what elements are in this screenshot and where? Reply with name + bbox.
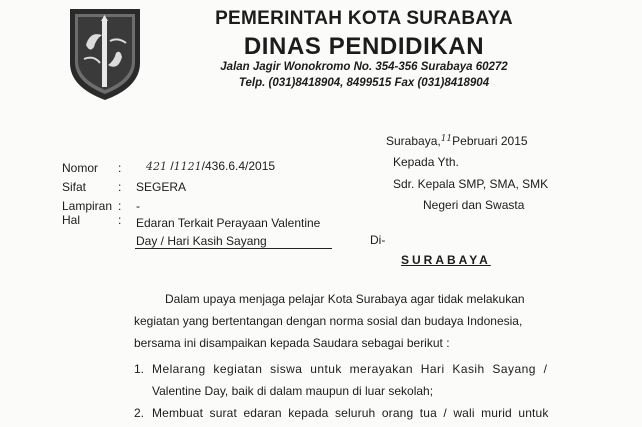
hal-underline [135,248,332,249]
hal-colon: : [118,213,122,227]
body-paragraph-line-3: bersama ini disampaikan kepada Saudara sebagai berikut : [134,336,450,350]
recipient-line-2: Negeri dan Swasta [423,198,525,212]
place-date: Surabaya,$^{11}$Pebruari 2015 [386,134,528,148]
letterhead-address: Jalan Jagir Wonokromo No. 354-356 Surabaya 60272 [220,61,508,73]
sifat-colon: : [118,180,122,194]
nomor-colon: : [118,161,122,175]
list-item-2-line-1: Membuat surat edaran kepada seluruh orang tua / wali murid untuk [152,406,549,420]
destination-city: SURABAYA [401,253,491,267]
surabaya-crest-logo [66,5,144,103]
lampiran-colon: : [118,199,122,213]
sifat-value: SEGERA [136,180,187,194]
hal-value-line-1: Edaran Terkait Perayaan Valentine [136,216,321,230]
recipient-line-1: Sdr. Kepala SMP, SMA, SMK [393,177,549,191]
recipient-label: Kepada Yth. [393,155,459,169]
letterhead-government: PEMERINTAH KOTA SURABAYA [215,8,513,29]
nomor-handwritten-2: 1121 [173,160,202,173]
hal-label: Hal [62,213,81,227]
list-item-2-number: 2. [134,406,145,420]
handwritten-day: 11 [440,134,453,144]
sifat-label: Sifat [62,180,87,194]
list-item-1-line-1: Melarang kegiatan siswa untuk merayakan Hari Kasih Sayang / [152,362,548,376]
list-item-1-line-2: Valentine Day, baik di dalam maupun di luar sekolah; [152,384,434,398]
body-paragraph-line-1: Dalam upaya menjaga pelajar Kota Surabaya agar tidak melakukan [165,292,525,306]
letterhead-department: DINAS PENDIDIKAN [243,33,485,60]
list-item-1-number: 1. [134,362,145,376]
letterhead-phone: Telp. (031)8418904, 8499515 Fax (031)8418904 [238,77,490,89]
nomor-handwritten-1: 421 [146,160,167,173]
lampiran-value: - [136,199,140,213]
nomor-value: 421 /1121/436.6.4/2015 [146,159,276,173]
body-paragraph-line-2: kegiatan yang bertentangan dengan norma sosial dan budaya Indonesia, [134,314,523,328]
nomor-label: Nomor [62,161,99,175]
hal-value-line-2: Day / Hari Kasih Sayang [136,234,267,248]
di-label: Di- [370,233,386,247]
lampiran-label: Lampiran [62,199,113,213]
